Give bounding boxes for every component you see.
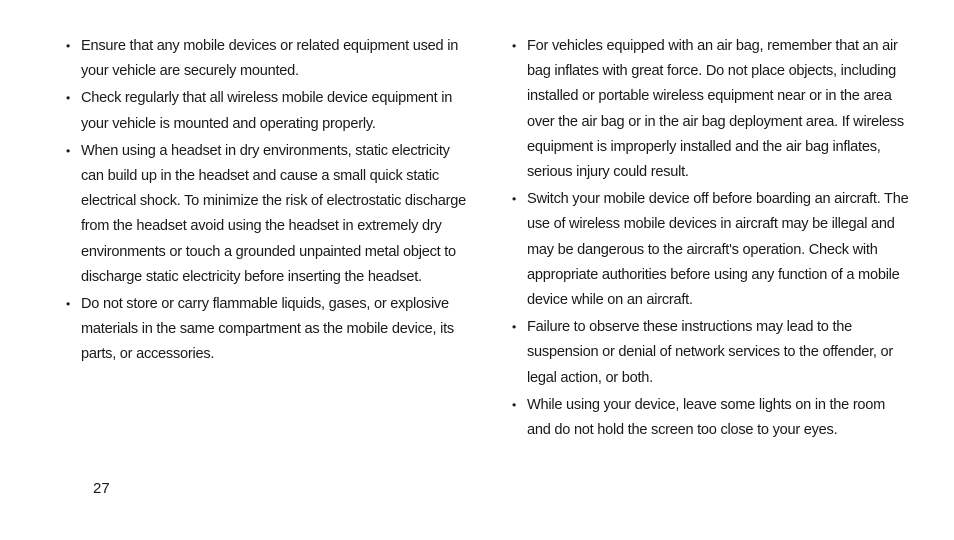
bullet-text: Check regularly that all wireless mobile device equipment in your vehicle is mounted and operating properly. [81,90,453,132]
bullet-text: Failure to observe these instructions may lead to the suspension or denial of network services to the offender, or legal action, or both. [527,319,894,386]
bullet-item [66,292,466,368]
bullet-text: When using a headset in dry environments, static electricity can build up in the headset and cause a small quick static electrical shock. To minimize the risk of electrostatic discharge from the headset avoid using the headset in extremely dry environments or touch a grounded unpainted metal object to discharge static electricity before inserting the headset. [81,142,466,285]
bullet-icon: • [66,91,70,106]
bullet-text: Ensure that any mobile devices or related equipment used in your vehicle are securely mounted. [81,38,459,80]
left-column-bullet-list [66,34,466,370]
bullet-item [66,34,466,84]
bullet-item [512,315,912,391]
bullet-icon: • [66,297,70,312]
bullet-icon: • [512,397,516,412]
page-number: 27 [93,480,110,497]
bullet-item [512,393,912,443]
bullet-text: For vehicles equipped with an air bag, remember that an air bag inflates with great force. Do not place objects, including installed or portable wireless equipment near or in the area over the air bag or in the air bag deployment area. If wireless equipment is improperly installed and the air bag inflates, serious injury could result. [527,38,904,181]
bullet-icon: • [512,192,516,207]
bullet-text: Do not store or carry flammable liquids, gases, or explosive materials in the same compartment as the mobile device, its parts, or accessories. [81,296,454,363]
bullet-icon: • [66,143,70,158]
right-column-bullet-list [512,34,912,445]
bullet-item [66,86,466,136]
bullet-text: While using your device, leave some lights on in the room and do not hold the screen too close to your eyes. [527,396,886,439]
bullet-icon: • [512,320,516,335]
bullet-item [512,34,912,185]
bullet-item [66,139,466,290]
bullet-item [512,187,912,313]
bullet-icon: • [512,39,516,53]
bullet-text: Switch your mobile device off before boarding an aircraft. The use of wireless mobile devices in aircraft may be illegal and may be dangerous to the aircraft's operation. Check with appropriate authorities before using any function of a mobile device while on an aircraft. [527,191,909,309]
bullet-icon: • [66,39,70,53]
